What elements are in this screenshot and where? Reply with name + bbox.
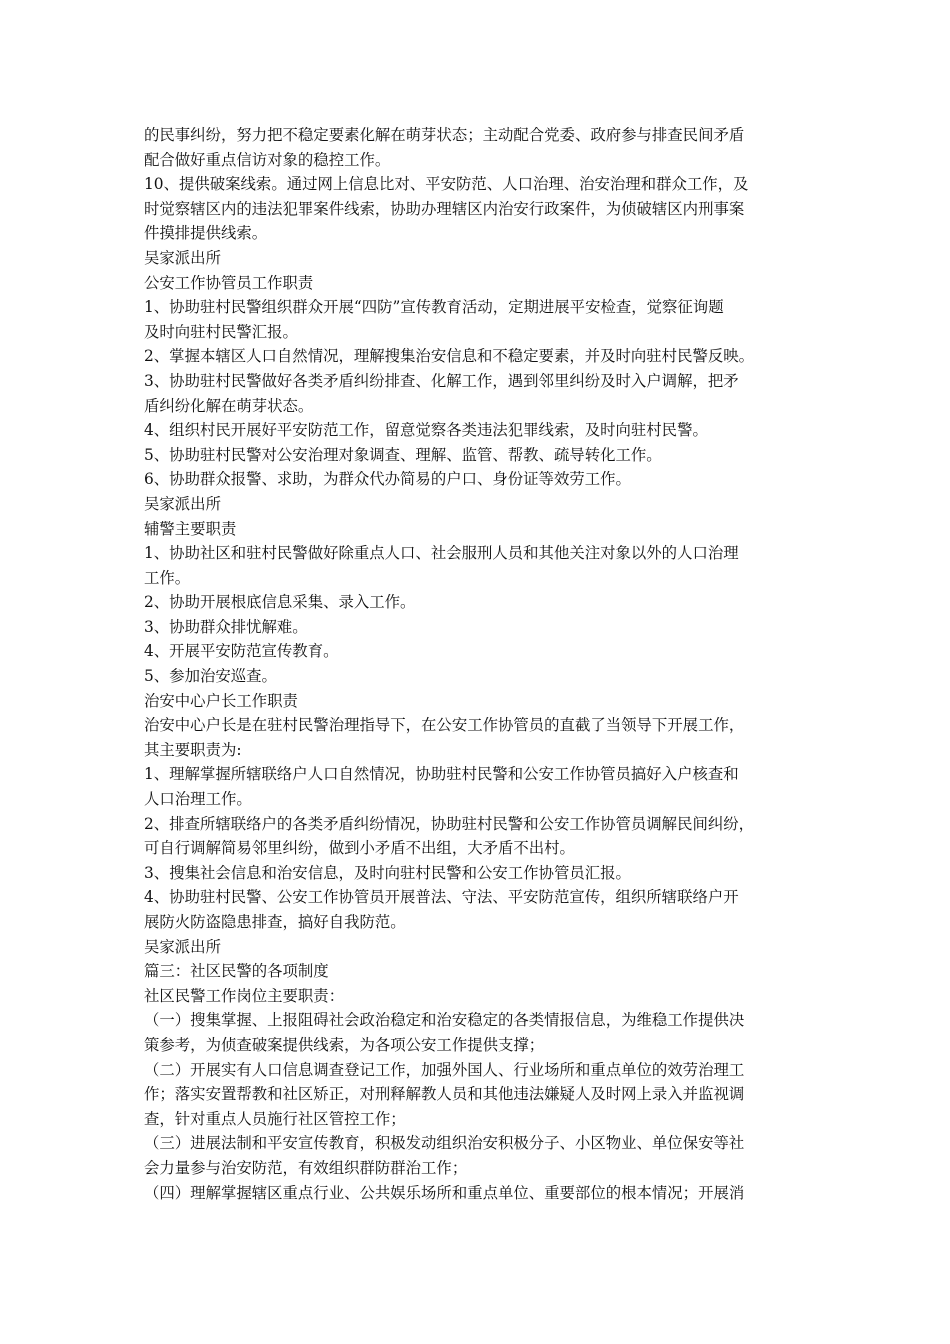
text-line: 查，针对重点人员施行社区管控工作； xyxy=(144,1109,406,1128)
text-line: 2、掌握本辖区人口自然情况，理解搜集治安信息和不稳定要素，并及时向驻村民警反映。 xyxy=(144,347,755,366)
section-heading: 辅警主要职责 xyxy=(144,519,237,538)
text-line: 4、组织村民开展好平安防范工作，留意觉察各类违法犯罪线索，及时向驻村民警。 xyxy=(144,421,708,440)
text-line: 时觉察辖区内的违法犯罪案件线索，协助办理辖区内治安行政案件，为侦破辖区内刑事案 xyxy=(144,199,745,218)
text-line: 1、协助驻村民警组织群众开展“四防”宣传教育活动，定期进展平安检查，觉察征询题 xyxy=(144,298,724,317)
text-line: 1、理解掌握所辖联络户人口自然情况，协助驻村民警和公安工作协管员搞好入户核查和 xyxy=(144,765,739,784)
signature-line: 吴家派出所 xyxy=(144,248,221,267)
chapter-heading: 篇三：社区民警的各项制度 xyxy=(144,962,329,981)
text-line: （二）开展实有人口信息调查登记工作，加强外国人、行业场所和重点单位的效劳治理工 xyxy=(144,1060,745,1079)
text-line: 2、协助开展根底信息采集、录入工作。 xyxy=(144,593,416,612)
text-line: （一）搜集掌握、上报阻碍社会政治稳定和治安稳定的各类情报信息，为维稳工作提供决 xyxy=(144,1011,745,1030)
text-line: 及时向驻村民警汇报。 xyxy=(144,322,298,341)
text-line: 2、排查所辖联络户的各类矛盾纠纷情况，协助驻村民警和公安工作协管员调解民间纠纷， xyxy=(144,814,755,833)
text-line: 4、协助驻村民警、公安工作协管员开展普法、守法、平安防范宣传，组织所辖联络户开 xyxy=(144,888,739,907)
text-line: 3、搜集社会信息和治安信息，及时向驻村民警和公安工作协管员汇报。 xyxy=(144,863,631,882)
document-page xyxy=(144,123,824,1205)
text-line: 5、协助驻村民警对公安治理对象调查、理解、监管、帮教、疏导转化工作。 xyxy=(144,445,662,464)
text-line: 1、协助社区和驻村民警做好除重点人口、社会服刑人员和其他关注对象以外的人口治理 xyxy=(144,544,739,563)
text-line: 件摸排提供线索。 xyxy=(144,224,268,243)
section-heading: 公安工作协管员工作职责 xyxy=(144,273,314,292)
text-line: 可自行调解简易邻里纠纷，做到小矛盾不出组，大矛盾不出村。 xyxy=(144,839,575,858)
text-line: 治安中心户长是在驻村民警治理指导下，在公安工作协管员的直截了当领导下开展工作， xyxy=(144,716,745,735)
text-line: （三）进展法制和平安宣传教育，积极发动组织治安积极分子、小区物业、单位保安等社 xyxy=(144,1134,745,1153)
section-heading: 治安中心户长工作职责 xyxy=(144,691,298,710)
text-line: 盾纠纷化解在萌芽状态。 xyxy=(144,396,314,415)
section-heading: 社区民警工作岗位主要职责： xyxy=(144,986,345,1005)
text-line: 5、参加治安巡查。 xyxy=(144,667,277,686)
text-line: 4、开展平安防范宣传教育。 xyxy=(144,642,339,661)
text-line: 的民事纠纷，努力把不稳定要素化解在萌芽状态；主动配合党委、政府参与排查民间矛盾 xyxy=(144,126,745,144)
text-line: 策参考，为侦查破案提供线索，为各项公安工作提供支撑； xyxy=(144,1035,545,1054)
text-line: 6、协助群众报警、求助，为群众代办简易的户口、身份证等效劳工作。 xyxy=(144,470,631,489)
signature-line: 吴家派出所 xyxy=(144,494,221,513)
text-line: 会力量参与治安防范，有效组织群防群治工作； xyxy=(144,1158,468,1177)
text-line: 工作。 xyxy=(144,568,191,587)
text-line: 配合做好重点信访对象的稳控工作。 xyxy=(144,150,391,169)
text-line: （四）理解掌握辖区重点行业、公共娱乐场所和重点单位、重要部位的根本情况；开展消 xyxy=(144,1183,745,1202)
text-line: 作；落实安置帮教和社区矫正，对刑释解教人员和其他违法嫌疑人及时网上录入并监视调 xyxy=(144,1085,745,1104)
text-line: 其主要职责为: xyxy=(144,740,242,759)
signature-line: 吴家派出所 xyxy=(144,937,221,956)
text-line: 人口治理工作。 xyxy=(144,790,252,809)
text-line: 3、协助群众排忧解难。 xyxy=(144,617,308,636)
text-line: 3、协助驻村民警做好各类矛盾纠纷排查、化解工作，遇到邻里纠纷及时入户调解，把矛 xyxy=(144,371,739,390)
text-line: 10、提供破案线索。通过网上信息比对、平安防范、人口治理、治安治理和群众工作，及 xyxy=(144,175,749,194)
text-line: 展防火防盗隐患排查，搞好自我防范。 xyxy=(144,913,406,931)
